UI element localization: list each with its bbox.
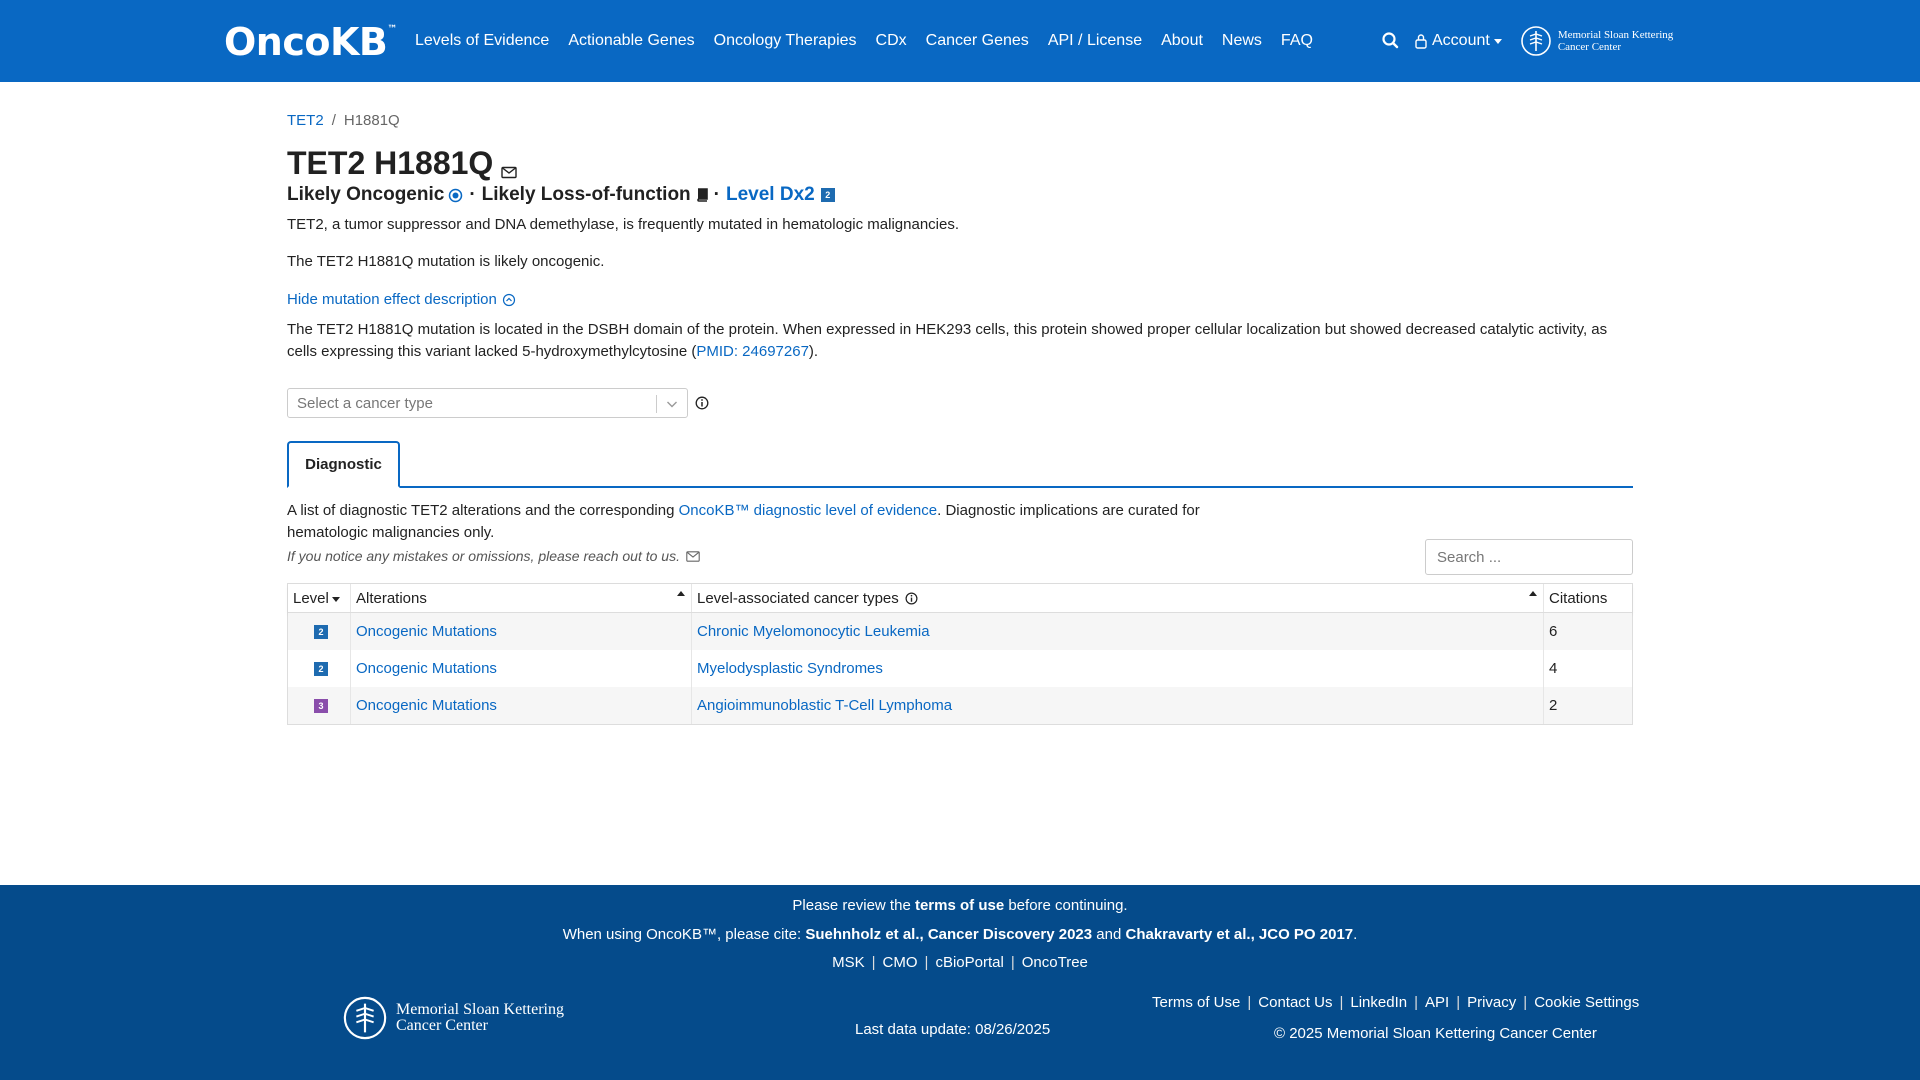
footer-privacy-link[interactable]: Privacy (1467, 994, 1517, 1011)
breadcrumb (287, 112, 400, 129)
nav-oncology-therapies[interactable]: Oncology Therapies (713, 32, 857, 49)
diagnostic-intro-line2: hematologic malignancies only. (287, 524, 495, 541)
cell-cancer-type (692, 650, 1544, 687)
divider: | (1010, 954, 1015, 971)
cell-alteration (351, 613, 692, 650)
effect-description-text: The TET2 H1881Q mutation is located in the DSBH domain of the protein. When expressed in HEK293 cells, this protein showed proper cellular localization but showed decreased catalytic activity, as cells expressing this variant lacked 5-hydroxymethylcytosine ( (287, 321, 1608, 360)
separator-dot: · (469, 184, 476, 205)
effect-description-end: ). (808, 343, 819, 360)
footer-msk-line1: Memorial Sloan Kettering (396, 1001, 564, 1018)
footer-api-link[interactable]: API (1425, 994, 1450, 1011)
oncogenic-target-icon (448, 188, 463, 203)
footer-link-msk[interactable]: MSK (832, 954, 865, 971)
diagnostic-table (287, 583, 1633, 725)
cell-cancer-type (692, 613, 1544, 650)
footer-msk-line2: Cancer Center (396, 1017, 488, 1034)
separator-dot-2: · (713, 184, 720, 205)
main-nav (415, 0, 1332, 82)
nav-actionable-genes[interactable]: Actionable Genes (568, 32, 695, 49)
nav-cancer-genes[interactable]: Cancer Genes (925, 32, 1029, 49)
chevron-down-icon (666, 398, 678, 410)
lock-icon (1414, 33, 1428, 49)
column-header-level[interactable] (288, 584, 351, 612)
partner-links (0, 954, 1920, 971)
mutation-effect-label: Likely Loss-of-function (481, 184, 691, 205)
tab-diagnostic[interactable]: Diagnostic (287, 441, 400, 488)
cancer-type-link[interactable]: Chronic Myelomonocytic Leukemia (697, 623, 930, 640)
nav-news[interactable]: News (1221, 32, 1262, 49)
level-header-label: Level (293, 589, 329, 607)
footer-link-cmo[interactable]: CMO (882, 954, 918, 971)
cell-alteration (351, 687, 692, 724)
column-header-cancer-types[interactable] (692, 584, 1544, 612)
table-header-row (288, 584, 1632, 613)
feedback-notice (287, 545, 700, 567)
alteration-link[interactable]: Oncogenic Mutations (356, 660, 497, 677)
msk-logo[interactable] (1520, 25, 1673, 57)
citation-pre: When using OncoKB™, please cite: (562, 926, 806, 943)
envelope-icon[interactable] (501, 150, 517, 187)
citation-end: . (1353, 926, 1358, 943)
footer-right-links (1152, 994, 1639, 1011)
tab-underline (287, 486, 1633, 488)
citation-and: and (1092, 926, 1126, 943)
diagnostic-intro-post: . Diagnostic implications are curated for (937, 502, 1200, 519)
cell-cancer-type (692, 687, 1544, 724)
terms-notice-pre: Please review the (792, 897, 915, 914)
breadcrumb-gene-link[interactable]: TET2 (287, 112, 324, 129)
nav-faq[interactable]: FAQ (1280, 32, 1313, 49)
select-divider (656, 395, 657, 413)
nav-cdx[interactable]: CDx (875, 32, 907, 49)
oncogenicity-label: Likely Oncogenic (287, 184, 445, 205)
level-2-badge-icon: 2 (821, 188, 835, 202)
alterations-header-label: Alterations (356, 589, 427, 607)
alteration-link[interactable]: Oncogenic Mutations (356, 623, 497, 640)
envelope-icon[interactable] (686, 551, 700, 562)
msk-line1: Memorial Sloan Kettering (1557, 29, 1674, 41)
msk-emblem-icon (342, 995, 388, 1041)
search-icon[interactable] (1380, 30, 1402, 52)
diagnostic-intro (287, 500, 1387, 544)
cancer-type-link[interactable]: Myelodysplastic Syndromes (697, 660, 883, 677)
cell-citations: 4 (1549, 660, 1558, 677)
level-2-badge-icon: 2 (314, 625, 328, 639)
sort-up-icon (677, 591, 685, 596)
footer-msk-logo[interactable] (342, 995, 564, 1041)
nav-levels-of-evidence[interactable]: Levels of Evidence (415, 32, 550, 49)
hide-link-label: Hide mutation effect description (287, 291, 497, 308)
nav-about[interactable]: About (1161, 32, 1203, 49)
terms-notice (0, 897, 1920, 914)
divider: | (1247, 994, 1252, 1011)
table-search-input[interactable] (1425, 539, 1633, 575)
table-search-placeholder: Search ... (1437, 548, 1502, 566)
variant-annotation-summary (287, 184, 835, 206)
diagnostic-intro-pre: A list of diagnostic TET2 alterations and the corresponding (287, 502, 679, 519)
breadcrumb-separator: / (331, 112, 336, 129)
cell-level (288, 613, 351, 650)
msk-emblem-icon (1520, 25, 1552, 57)
page-title (287, 140, 517, 187)
account-menu[interactable] (1414, 32, 1502, 50)
cell-citations: 2 (1549, 697, 1558, 714)
footer-link-cbioportal[interactable]: cBioPortal (935, 954, 1004, 971)
page-title-text: TET2 H1881Q (287, 145, 494, 181)
table-row (288, 650, 1632, 687)
breadcrumb-current: H1881Q (343, 112, 400, 129)
cancer-type-link[interactable]: Angioimmunoblastic T-Cell Lymphoma (697, 697, 953, 714)
alteration-link[interactable]: Oncogenic Mutations (356, 697, 497, 714)
level-dx2-link[interactable]: Level Dx2 (725, 184, 815, 205)
level-3-badge-icon: 3 (314, 699, 328, 713)
divider: | (1523, 994, 1528, 1011)
nav-right (1380, 0, 1673, 82)
copyright: © 2025 Memorial Sloan Kettering Cancer Center (1274, 1025, 1597, 1042)
divider: | (871, 954, 876, 971)
terms-of-use-link[interactable]: terms of use (914, 897, 1005, 914)
diagnostic-level-link[interactable]: OncoKB™ diagnostic level of evidence (678, 502, 938, 519)
info-icon[interactable] (695, 396, 709, 415)
info-icon[interactable] (905, 592, 918, 605)
feedback-notice-text: If you notice any mistakes or omissions, please reach out to us. (287, 548, 680, 564)
caret-down-icon (1494, 39, 1502, 44)
divider: | (1339, 994, 1344, 1011)
column-header-citations[interactable]: Citations (1549, 589, 1608, 607)
divider: | (924, 954, 929, 971)
footer-contact-link[interactable]: Contact Us (1258, 994, 1333, 1011)
cancer-type-select[interactable] (287, 388, 688, 418)
last-data-update: Last data update: 08/26/2025 (855, 1021, 1051, 1038)
logo-tm: ™ (387, 24, 397, 35)
table-row (288, 613, 1632, 650)
nav-api-license[interactable]: API / License (1047, 32, 1143, 49)
footer-linkedin-link[interactable]: LinkedIn (1350, 994, 1408, 1011)
sort-down-icon (332, 597, 340, 602)
hide-mutation-effect-link[interactable] (287, 291, 516, 308)
account-label: Account (1432, 32, 1490, 49)
oncokb-logo[interactable] (224, 20, 397, 64)
table-row (288, 687, 1632, 724)
book-icon[interactable] (696, 188, 708, 202)
page-footer (0, 885, 1920, 1080)
column-header-alterations[interactable] (351, 584, 692, 612)
variant-summary: The TET2 H1881Q mutation is likely oncogenic. (287, 253, 605, 270)
citation-notice (0, 926, 1920, 943)
footer-link-oncotree[interactable]: OncoTree (1021, 954, 1088, 971)
terms-notice-post: before continuing. (1004, 897, 1128, 914)
cell-level (288, 687, 351, 724)
pmid-link[interactable]: PMID: 24697267 (696, 343, 809, 360)
cell-alteration (351, 650, 692, 687)
divider: | (1414, 994, 1418, 1011)
footer-terms-link[interactable]: Terms of Use (1152, 994, 1241, 1011)
mutation-effect-description (287, 319, 1633, 363)
top-navbar (0, 0, 1920, 82)
cell-citations: 6 (1549, 623, 1558, 640)
sort-up-icon (1529, 591, 1537, 596)
cancer-type-placeholder: Select a cancer type (297, 394, 433, 412)
level-2-badge-icon: 2 (314, 662, 328, 676)
divider: | (1456, 994, 1461, 1011)
logo-text: OncoKB (224, 20, 388, 64)
cancer-types-header-label: Level-associated cancer types (697, 589, 899, 607)
citation-link-2[interactable]: Chakravarty et al., JCO PO 2017 (1125, 926, 1354, 943)
msk-line2: Cancer Center (1557, 41, 1622, 53)
citation-link-1[interactable]: Suehnholz et al., Cancer Discovery 2023 (805, 926, 1093, 943)
footer-cookie-settings-link[interactable]: Cookie Settings (1534, 994, 1640, 1011)
gene-summary: TET2, a tumor suppressor and DNA demethylase, is frequently mutated in hematologic malignancies. (287, 216, 959, 233)
chevron-up-circle-icon (502, 293, 516, 307)
cell-level (288, 650, 351, 687)
